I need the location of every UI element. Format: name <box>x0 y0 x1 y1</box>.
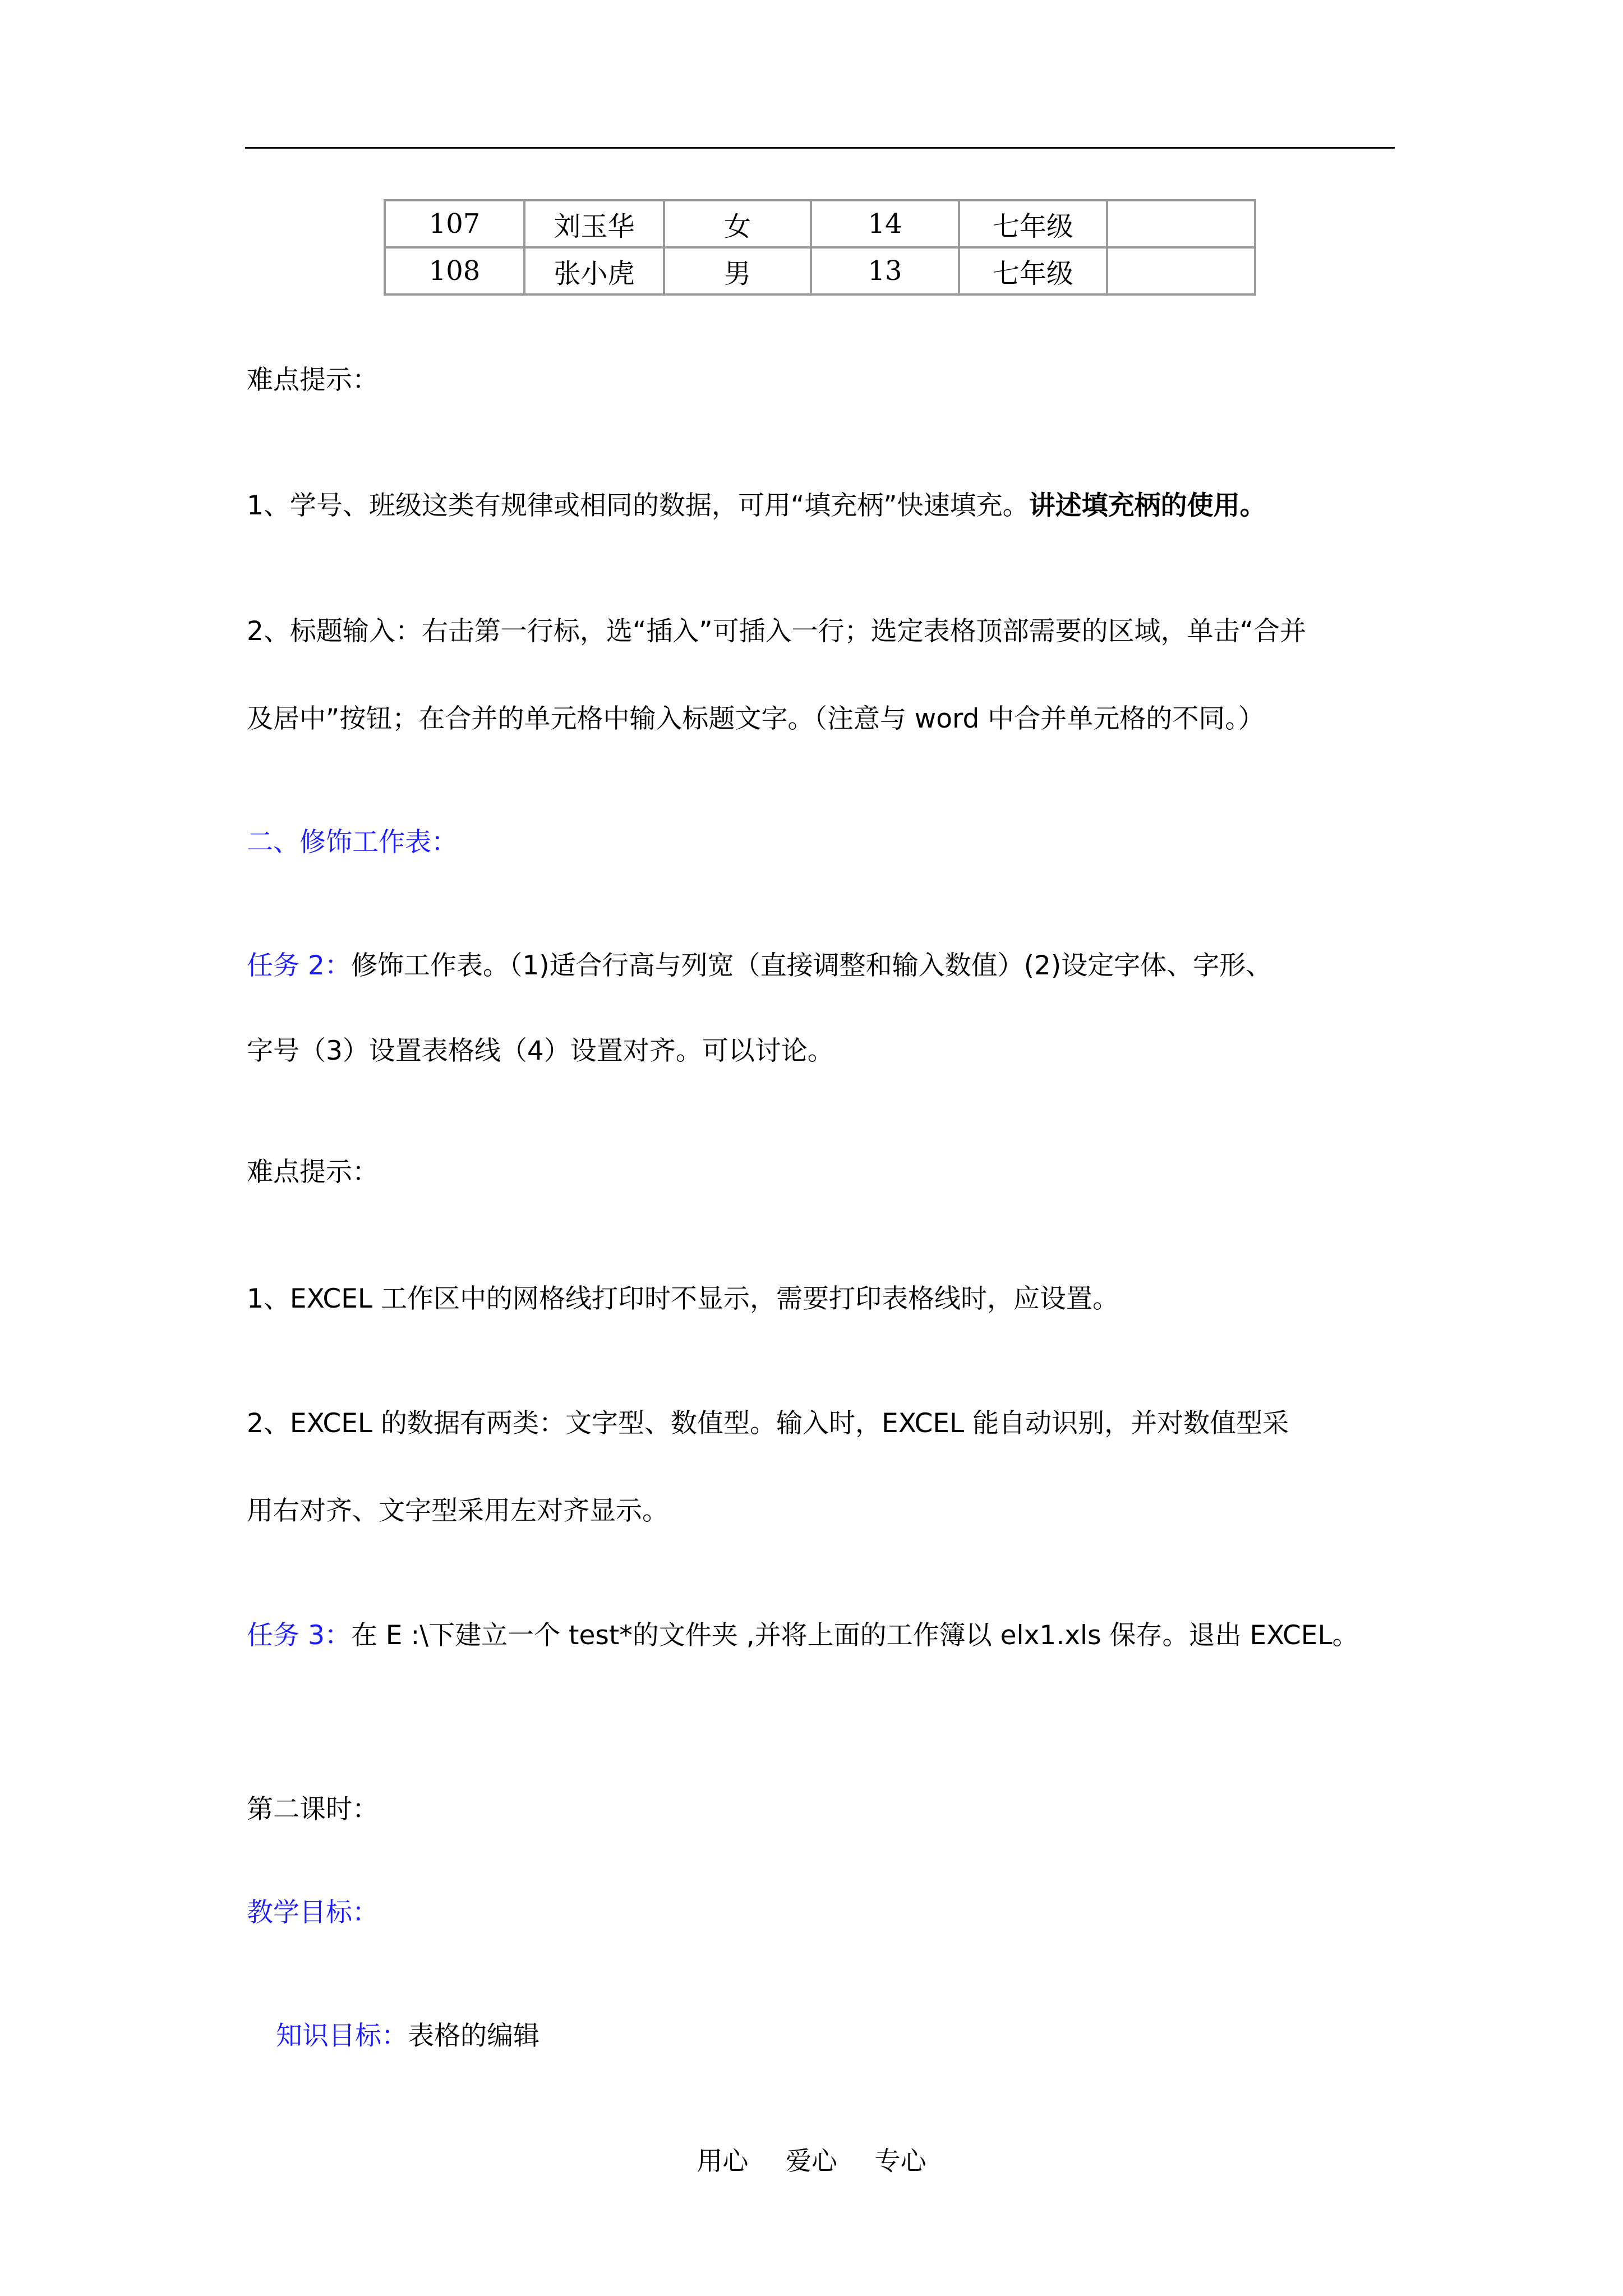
knowledge-goal <box>276 2019 540 2053</box>
table-cell: 108 <box>385 247 524 295</box>
footer-item: 专心 <box>874 2146 926 2176</box>
student-table <box>384 199 1256 296</box>
task-text: 在 E :\下建立一个 test*的文件夹 ,并将上面的工作簿以 elx1.xls 保存。退出 EXCEL。 <box>351 1620 1359 1651</box>
table-row <box>385 200 1255 247</box>
table-cell: 女 <box>664 200 811 247</box>
goal-label: 知识目标： <box>276 2021 408 2051</box>
footer-item: 用心 <box>697 2146 749 2176</box>
hint-item-datatypes-line1: 2、EXCEL 的数据有两类：文字型、数值型。输入时，EXCEL 能自动识别，并对数值型采 <box>247 1408 1289 1439</box>
difficulty-hint-heading: 难点提示： <box>247 365 379 395</box>
table-cell: 七年级 <box>959 247 1107 295</box>
table-cell: 男 <box>664 247 811 295</box>
lesson-two-heading: 第二课时： <box>247 1794 379 1825</box>
hint-item-datatypes-line2: 用右对齐、文字型采用左对齐显示。 <box>247 1496 668 1526</box>
table-row <box>385 247 1255 295</box>
task-label: 任务 3： <box>247 1620 351 1651</box>
table-cell: 七年级 <box>959 200 1107 247</box>
task-label: 任务 2： <box>247 950 351 981</box>
table-cell <box>1107 200 1255 247</box>
table-cell: 14 <box>811 200 959 247</box>
hint-item-fill-handle <box>247 489 1266 523</box>
hint-emphasis: 讲述填充柄的使用。 <box>1029 490 1266 521</box>
hint-item-title-line1: 2、标题输入：右击第一行标，选“插入”可插入一行；选定表格顶部需要的区域，单击“合并 <box>247 616 1306 647</box>
footer-item: 爱心 <box>786 2146 837 2176</box>
task-2-line1 <box>247 949 1272 983</box>
hint-text: 1、学号、班级这类有规律或相同的数据，可用“填充柄”快速填充。 <box>247 490 1029 521</box>
hint-item-title-line2: 及居中”按钮；在合并的单元格中输入标题文字。（注意与 word 中合并单元格的不同。） <box>247 703 1265 734</box>
page-footer <box>0 2144 1623 2178</box>
hint-item-gridlines: 1、EXCEL 工作区中的网格线打印时不显示，需要打印表格线时，应设置。 <box>247 1283 1119 1314</box>
task-3 <box>247 1619 1359 1653</box>
difficulty-hint-heading-2: 难点提示： <box>247 1157 379 1188</box>
table-cell <box>1107 247 1255 295</box>
header-rule <box>245 147 1395 149</box>
table-cell: 张小虎 <box>524 247 664 295</box>
table-cell: 刘玉华 <box>524 200 664 247</box>
table-cell: 107 <box>385 200 524 247</box>
task-2-line2: 字号（3）设置表格线（4）设置对齐。可以讨论。 <box>247 1036 834 1066</box>
section-heading-decorate: 二、修饰工作表： <box>247 827 458 858</box>
teaching-goals-heading: 教学目标： <box>247 1897 379 1928</box>
task-text: 修饰工作表。（1)适合行高与列宽（直接调整和输入数值）(2)设定字体、字形、 <box>351 950 1272 981</box>
goal-text: 表格的编辑 <box>408 2021 540 2051</box>
table-cell: 13 <box>811 247 959 295</box>
